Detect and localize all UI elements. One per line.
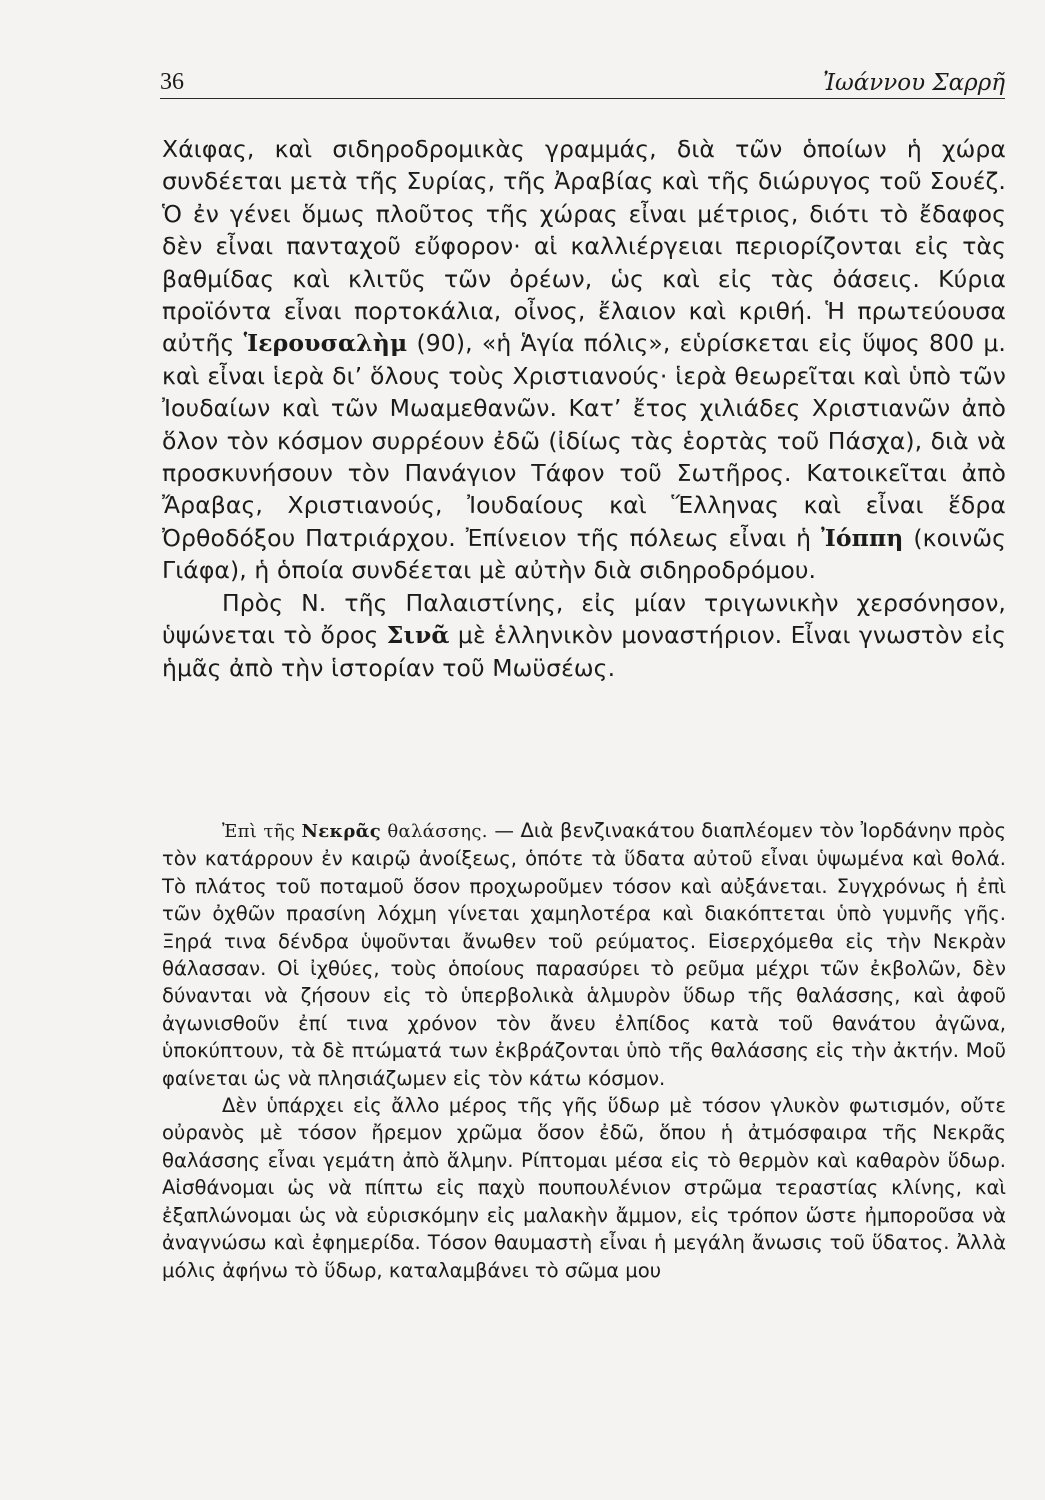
page-header [160,62,1005,99]
running-head: Ἰωάννου Σαρρῆ [823,70,1005,96]
paragraph-text: Πρὸς Ν. τῆς Παλαιστίνης, εἰς μίαν τριγωνικὴν χερσόνησον, ὑψώνεται τὸ ὄρος [162,588,1006,650]
main-body-text [162,133,1006,684]
paragraph-text: μὲ ἑλληνικὸν μοναστήριον. Εἶναι γνωστὸν εἰς ἡμᾶς ἀπὸ τὴν ἱστορίαν τοῦ Μωϋσέως. [162,621,1006,682]
section-heading [222,821,488,842]
paragraph-text: (κοινῶς Γιάφα), ἡ ὁποία συνδέεται μὲ αὐτὴν διὰ σιδηροδρόμου. [162,523,1006,585]
mountain-name-sinai: Σινᾶ [386,621,450,650]
heading-bold: Νεκρᾶς [301,821,382,842]
paragraph-text: Χάιφας, καὶ σιδηροδρομικὰς γραμμάς, διὰ τῶν ὁποίων ἡ χώρα συνδέεται μετὰ τῆς Συρίας, τῆς Ἀραβίας καὶ τῆς διώρυγος τοῦ Σουέζ. Ὁ ἐν γένει ὅμως πλοῦτος τῆς χώρας εἶναι μέτριος, διότι τὸ ἔδαφος δὲν εἶναι πανταχοῦ εὔφορον· αἱ καλλιέργειαι περιορίζονται εἰς τὰς βαθμίδας καὶ κλιτῦς τῶν ὀρέων, ὡς καὶ εἰς τὰς ὀάσεις. Κύρια προϊόντα εἶναι πορτοκάλια, οἶνος, ἔλαιον καὶ κριθή. Ἡ πρωτεύουσα αὐτῆς [162,135,1006,358]
paragraph-text: Διὰ βενζινακάτου διαπλέομεν τὸν Ἰορδάνην πρὸς τὸν κατάρρουν ἐν καιρῷ ἀνοίξεως, ὁπότε τὰ ὕδατα αὐτοῦ εἶναι ὑψωμένα καὶ θολά. Τὸ πλάτος τοῦ ποταμοῦ ὅσον προχωροῦμεν τόσον καὶ αὐξάνεται. Συγχρόνως ἡ ἐπὶ τῶν ὀχθῶν πρασίνη λόχμη γίνεται χαμηλοτέρα καὶ διακόπτεται ὑπὸ γυμνῆς γῆς. Ξηρά τινα δένδρα ὑψοῦνται ἄνωθεν τοῦ ρεύματος. Εἰσερχόμεθα εἰς τὴν Νεκρὰν θάλασσαν. Οἱ ἰχθύες, τοὺς ὁποίους παρασύρει τὸ ρεῦμα μέχρι τῶν ἐκβολῶν, δὲν δύνανται νὰ ζήσουν εἰς τὸ ὑπερβολικὰ ἁλμυρὸν ὕδωρ τῆς θαλάσσης, καὶ ἀφοῦ ἀγωνισθοῦν ἐπί τινα χρόνον τὸν ἄνευ ἐλπίδος κατὰ τοῦ θανάτου ἀγῶνα, ὑποκύπτουν, τὰ δὲ πτώματά των ἐκβράζονται ὑπὸ τῆς θαλάσσης εἰς τὴν ἀκτήν. Μοῦ φαίνεται ὡς νὰ πλησιάζωμεν εἰς τὸν κάτω κόσμον. [162,819,1006,1090]
paragraph-text: Δὲν ὑπάρχει εἰς ἄλλο μέρος τῆς γῆς ὕδωρ μὲ τόσον γλυκὸν φωτισμόν, οὔτε οὐρανὸς μὲ τόσον ἤρεμον χρῶμα ὅσον ἐδῶ, ὅπου ἡ ἀτμόσφαιρα τῆς Νεκρᾶς θαλάσσης εἶναι γεμάτη ἀπὸ ἅλμην. Ρίπτομαι μέσα εἰς τὸ θερμὸν καὶ καθαρὸν ὕδωρ. Αἰσθάνομαι ὡς νὰ πίπτω εἰς παχὺ πουπουλένιον στρῶμα τεραστίας κλίνης, καὶ ἐξαπλώνομαι ὡς νὰ εὑρισκόμην εἰς μαλακὴν ἄμμον, εἰς τρόπον ὥστε ἠμποροῦσα νὰ ἀναγνώσω καὶ ἐφημερίδα. Τόσον θαυμαστὴ εἶναι ἡ μεγάλη ἄνωσις τοῦ ὕδατος. Ἀλλὰ μόλις ἀφήνω τὸ ὕδωρ, καταλαμβάνει τὸ σῶμα μου [162,1094,1006,1282]
heading-suffix: θαλάσσης. [381,821,488,842]
section-paragraph-2 [162,1092,1006,1284]
paragraph-sinai [162,587,1006,684]
city-name-jerusalem: Ἱερουσαλὴμ [243,329,408,358]
dead-sea-section [162,817,1006,1284]
heading-prefix: Ἐπὶ τῆς [222,821,302,842]
page-number: 36 [160,69,184,95]
section-paragraph-1 [162,817,1006,1092]
paragraph-palestine [162,133,1006,587]
heading-dash: — [487,819,521,842]
city-name-jaffa: Ἰόππη [821,523,904,552]
paragraph-text: (90), «ἡ Ἁγία πόλις», εὑρίσκεται εἰς ὕψος 800 μ. καὶ εἶναι ἱερὰ δι’ ὅλους τοὺς Χριστιανούς· ἱερὰ θεωρεῖται καὶ ὑπὸ τῶν Ἰουδαίων καὶ τῶν Μωαμεθανῶν. Κατ’ ἔτος χιλιάδες Χριστιανῶν ἀπὸ ὅλον τὸν κόσμον συρρέουν ἐδῶ (ἰδίως τὰς ἑορτὰς τοῦ Πάσχα), διὰ νὰ προσκυνήσουν τὸν Πανάγιον Τάφον τοῦ Σωτῆρος. Κατοικεῖται ἀπὸ Ἄραβας, Χριστιανούς, Ἰουδαίους καὶ Ἕλληνας καὶ εἶναι ἕδρα Ὀρθοδόξου Πατριάρχου. Ἐπίνειον τῆς πόλεως εἶναι ἡ [162,329,1006,552]
